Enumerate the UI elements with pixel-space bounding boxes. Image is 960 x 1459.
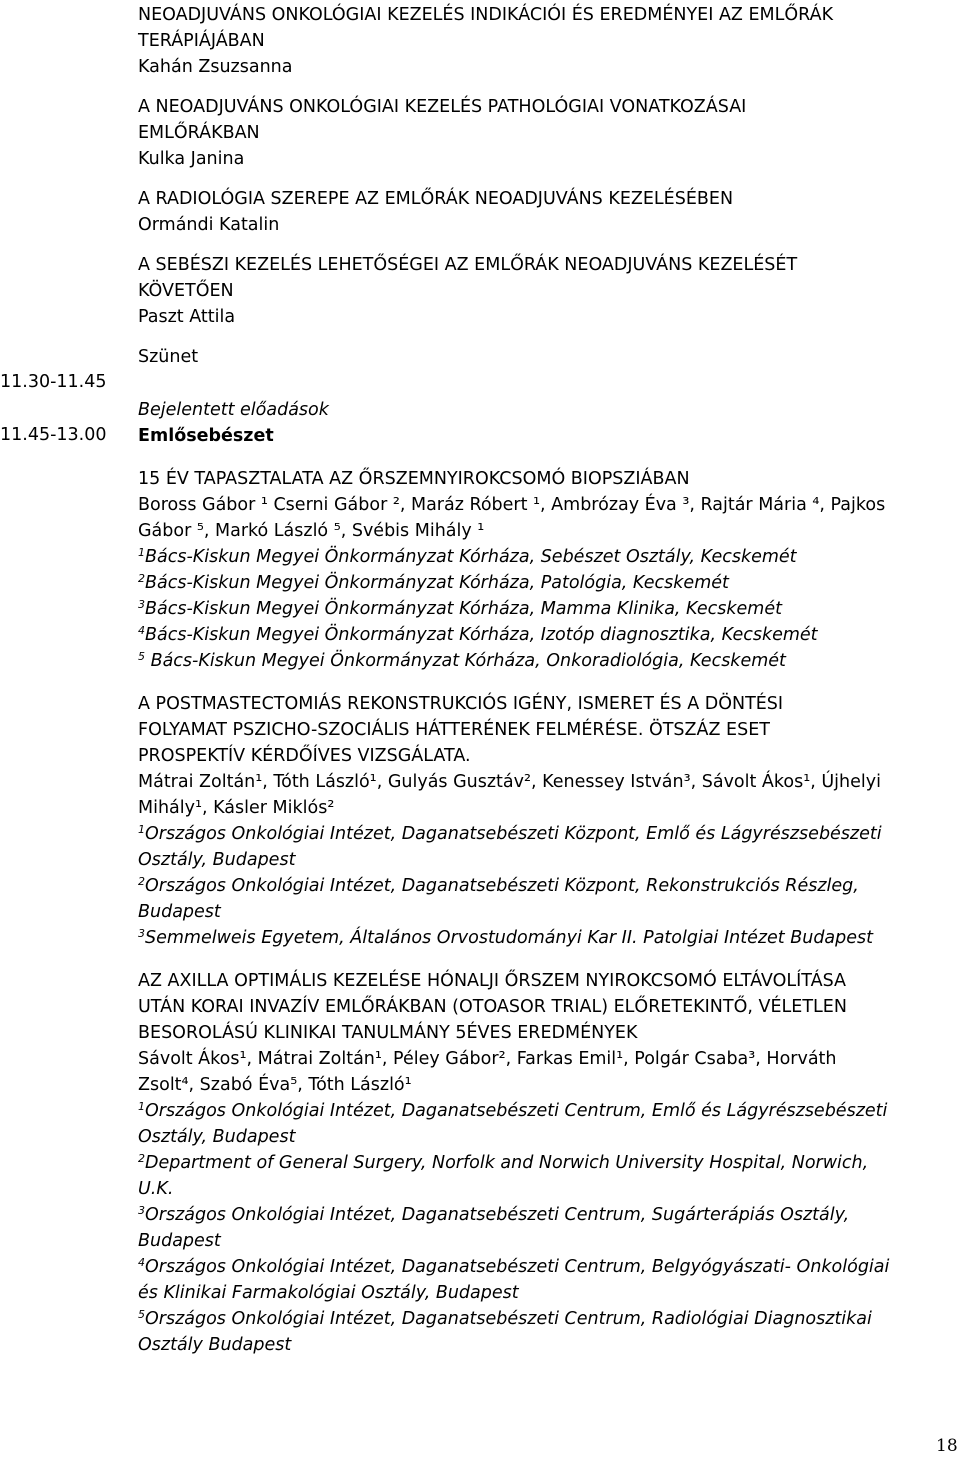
talk-title: A RADIOLÓGIA SZEREPE AZ EMLŐRÁK NEOADJUVÁNS KEZELÉSÉBEN [138, 189, 734, 209]
affiliation-cont: Osztály, Budapest [138, 1127, 296, 1147]
affiliation-cont: Osztály Budapest [138, 1335, 292, 1355]
schedule-time-break: 11.30-11.45 [0, 372, 107, 392]
talk-author: Kahán Zsuzsanna [138, 57, 293, 77]
talk-author: Ormándi Katalin [138, 215, 280, 235]
talk-title: NEOADJUVÁNS ONKOLÓGIAI KEZELÉS INDIKÁCIÓI ÉS EREDMÉNYEI AZ EMLŐRÁK [138, 5, 834, 25]
talk-title: A NEOADJUVÁNS ONKOLÓGIAI KEZELÉS PATHOLÓGIAI VONATKOZÁSAI [138, 97, 747, 117]
affiliation: $^1$Országos Onkológiai Intézet, Daganatsebészeti Központ, Emlő és Lágyrészsebészeti [138, 823, 882, 844]
talk-3 [138, 186, 950, 238]
affiliation: $^2$Bács-Kiskun Megyei Önkormányzat Kórháza, Patológia, Kecskemét [138, 572, 729, 593]
affiliation-cont: Budapest [138, 902, 221, 922]
section-heading: Emlősebészet [138, 426, 274, 446]
affiliation: $^3$Bács-Kiskun Megyei Önkormányzat Kórháza, Mamma Klinika, Kecskemét [138, 598, 782, 619]
schedule-time-talks: 11.45-13.00 [0, 425, 107, 445]
abstract-2 [138, 691, 950, 951]
affiliation: $^1$Országos Onkológiai Intézet, Daganatsebészeti Centrum, Emlő és Lágyrészsebészeti [138, 1100, 888, 1121]
affiliation: $^2$Department of General Surgery, Norfolk and Norwich University Hospital, Norwich, [138, 1152, 869, 1173]
affiliation: $^2$Országos Onkológiai Intézet, Daganatsebészeti Központ, Rekonstrukciós Részleg, [138, 875, 859, 896]
talk-title: EMLŐRÁKBAN [138, 123, 260, 143]
affiliation-cont: Osztály, Budapest [138, 850, 296, 870]
abstract-authors: Zsolt⁴, Szabó Éva⁵, Tóth László¹ [138, 1075, 412, 1095]
abstract-title: BESOROLÁSÚ KLINIKAI TANULMÁNY 5ÉVES EREDMÉNYEK [138, 1023, 638, 1043]
affiliation: $^4$Bács-Kiskun Megyei Önkormányzat Kórháza, Izotóp diagnosztika, Kecskemét [138, 624, 818, 645]
talk-author: Paszt Attila [138, 307, 236, 327]
abstract-authors: Boross Gábor ¹ Cserni Gábor ², Maráz Róbert ¹, Ambrózay Éva ³, Rajtár Mária ⁴, Pajkos [138, 495, 886, 515]
abstract-3 [138, 968, 950, 1358]
affiliation: $^4$Országos Onkológiai Intézet, Daganatsebészeti Centrum, Belgyógyászati- Onkológiai [138, 1256, 890, 1277]
affiliation: $^3$Országos Onkológiai Intézet, Daganatsebészeti Centrum, Sugárterápiás Osztály, [138, 1204, 850, 1225]
talk-title: TERÁPIÁJÁBAN [138, 31, 265, 51]
talk-title: A SEBÉSZI KEZELÉS LEHETŐSÉGEI AZ EMLŐRÁK NEOADJUVÁNS KEZELÉSÉT [138, 255, 798, 275]
abstract-authors: Gábor ⁵, Markó László ⁵, Svébis Mihály ¹ [138, 521, 485, 541]
abstract-title: UTÁN KORAI INVAZÍV EMLŐRÁKBAN (OTOASOR TRIAL) ELŐRETEKINTŐ, VÉLETLEN [138, 997, 847, 1017]
abstract-authors: Mihály¹, Kásler Miklós² [138, 798, 335, 818]
affiliation-cont: és Klinikai Farmakológiai Osztály, Budapest [138, 1283, 519, 1303]
content-column [138, 2, 950, 1358]
talk-1 [138, 2, 950, 80]
affiliation: $^3$Semmelweis Egyetem, Általános Orvostudományi Kar II. Patolgiai Intézet Budapest [138, 927, 874, 948]
affiliation: $^5$ Bács-Kiskun Megyei Önkormányzat Kórháza, Onkoradiológia, Kecskemét [138, 650, 786, 671]
talk-author: Kulka Janina [138, 149, 245, 169]
abstract-title: AZ AXILLA OPTIMÁLIS KEZELÉSE HÓNALJI ŐRSZEM NYIROKCSOMÓ ELTÁVOLÍTÁSA [138, 971, 846, 991]
page-number: 18 [936, 1436, 958, 1456]
abstract-title: A POSTMASTECTOMIÁS REKONSTRUKCIÓS IGÉNY, ISMERET ÉS A DÖNTÉSI [138, 694, 784, 714]
affiliation: $^5$Országos Onkológiai Intézet, Daganatsebészeti Centrum, Radiológiai Diagnosztikai [138, 1308, 872, 1329]
affiliation-cont: U.K. [138, 1179, 174, 1199]
affiliation-cont: Budapest [138, 1231, 221, 1251]
abstract-title: 15 ÉV TAPASZTALATA AZ ŐRSZEMNYIROKCSOMÓ BIOPSZIÁBAN [138, 469, 690, 489]
session-label: Bejelentett előadások [138, 400, 329, 420]
abstract-authors: Mátrai Zoltán¹, Tóth László¹, Gulyás Gusztáv², Kenessey István³, Sávolt Ákos¹, Újhelyi [138, 772, 881, 792]
abstract-title: FOLYAMAT PSZICHO-SZOCIÁLIS HÁTTERÉNEK FELMÉRÉSE. ÖTSZÁZ ESET [138, 720, 770, 740]
affiliation: $^1$Bács-Kiskun Megyei Önkormányzat Kórháza, Sebészet Osztály, Kecskemét [138, 546, 797, 567]
talk-title: KÖVETŐEN [138, 281, 234, 301]
abstract-1 [138, 466, 950, 674]
talk-2 [138, 94, 950, 172]
abstract-title: PROSPEKTÍV KÉRDŐÍVES VIZSGÁLATA. [138, 746, 471, 766]
abstract-authors: Sávolt Ákos¹, Mátrai Zoltán¹, Péley Gábor², Farkas Emil¹, Polgár Csaba³, Horváth [138, 1049, 837, 1069]
break-label: Szünet [138, 347, 199, 367]
talk-4 [138, 252, 950, 330]
